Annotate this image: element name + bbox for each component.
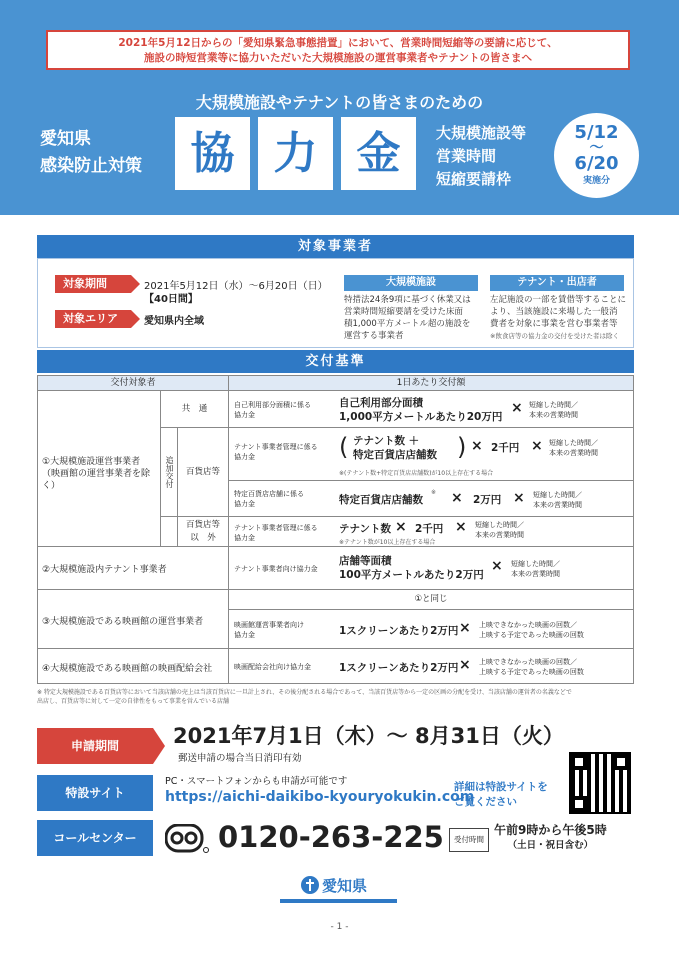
site-detail — [454, 780, 548, 810]
row1-name-1: ①大規模施設運営事業者 — [42, 457, 141, 467]
qr-corner — [613, 754, 629, 770]
qr-corner — [571, 796, 587, 812]
call-hours — [494, 822, 607, 854]
row3-kind-2: 協力金 — [234, 631, 255, 639]
times-sign: × — [531, 438, 543, 454]
hours-ratio-2: 本来の営業時間 — [533, 501, 582, 509]
hours-ratio-2: 本来の営業時間 — [549, 449, 598, 457]
spec-kind-2: 協力金 — [234, 500, 255, 508]
period-days: 【40日間】 — [144, 294, 198, 305]
special-site-label: 特設サイト — [37, 775, 153, 811]
table-footnote — [37, 688, 637, 706]
movie-ratio-2: 上映する予定であった映画の回数 — [479, 631, 584, 639]
dept-formula — [353, 434, 437, 462]
row3-amount: 1スクリーンあたり2万円 — [339, 625, 459, 637]
large-desc-3: 積1,000平方メートル超の施設を — [344, 319, 471, 329]
site-detail-1: 詳細は特設サイトを — [454, 781, 548, 793]
oth-note: ※テナント数が10以上存在する場合 — [339, 539, 436, 546]
standard-section-bar: 交付基準 — [37, 350, 634, 373]
movie-ratio-2: 上映する予定であった映画の回数 — [479, 668, 584, 676]
tenant-desc-1: 左記施設の一部を賃借等することに — [490, 295, 627, 305]
times-sign: × — [471, 438, 483, 454]
aichi-logo — [280, 873, 397, 903]
th-amount: 1日あたり交付額 — [228, 375, 634, 391]
notice-line-1: 2021年5月12日からの「愛知県緊急事態措置」において、営業時間短縮等の要請に応じて、 — [118, 37, 558, 49]
period-from: 5/12 — [574, 122, 619, 143]
self-use-row — [228, 390, 634, 428]
title-char-2: 力 — [258, 117, 333, 190]
area-value: 愛知県内全域 — [144, 316, 204, 327]
call-hours-2: （土日・祝日含む） — [507, 840, 594, 851]
spec-kind-1: 特定百貨店店舗に係る — [234, 490, 304, 498]
aichi-emblem-icon — [300, 875, 320, 895]
tenmgmt-kind-2: 協力金 — [234, 453, 255, 461]
times-sign: × — [451, 490, 463, 506]
scope-text — [436, 122, 526, 191]
hours-ratio-2: 本来の営業時間 — [511, 570, 560, 578]
tsuika-cell: 追加交付 — [160, 427, 178, 517]
row4-name: ④大規模施設である映画館の映画配給会社 — [42, 664, 213, 674]
oth-kind-1: テナント事業者管理に係る — [234, 524, 318, 532]
hours-ratio-1: 短縮した時間／ — [549, 439, 598, 447]
self-kind-1: 自己利用部分面積に係る — [234, 401, 311, 409]
period-tilde: 〜 — [589, 140, 604, 156]
row2-amount-1: 店舗等面積 — [339, 555, 392, 567]
scope-line-2: 営業時間 — [436, 147, 497, 165]
dept-amount: 2千円 — [491, 442, 520, 454]
tenant-desc-2: より、当該施設に来場した一般消 — [490, 307, 618, 317]
row1-name-2: （映画館の運営事業者を除く） — [42, 469, 151, 491]
apply-period-label: 申請期間 — [37, 728, 153, 764]
row2-kind: テナント事業者向け協力金 — [234, 565, 318, 573]
hours-ratio — [475, 520, 524, 540]
hours-ratio-2: 本来の営業時間 — [475, 531, 524, 539]
other-line-1: 百貨店等 — [185, 520, 220, 530]
aichi-logo-text: 愛知県 — [322, 877, 368, 895]
tenmgmt-kind-1: テナント事業者管理に係る — [234, 443, 318, 451]
other-cell — [177, 516, 229, 547]
hours-tag: 受付時間 — [449, 828, 489, 852]
hours-ratio — [533, 490, 582, 510]
area-label: 対象エリア — [55, 310, 131, 328]
footnote-line-1: ※ 特定大規模施設である百貨店等において当該店舗の売上は当該百貨店に一旦計上され、その後分配される場合であって、当該百貨店等から一定の区画の分配を受け、当該店舗の運営者の名義などで — [37, 689, 572, 696]
site-url-link[interactable]: https://aichi-daikibo-kyouryokukin.com — [165, 789, 475, 805]
period-value: 2021年5月12日（水）〜6月20日（日） — [144, 281, 328, 292]
row3-name-cell — [37, 589, 229, 649]
row2-amount — [339, 554, 484, 582]
times-sign: × — [455, 519, 467, 535]
paren-open: ( — [339, 433, 349, 461]
notice-line-2: 施設の時短営業等に協力いただいた大規模施設の運営事業者やテナントの皆さまへ — [144, 52, 532, 64]
hours-ratio-2: 本来の営業時間 — [529, 411, 578, 419]
specific-store-row — [228, 480, 634, 517]
target-section-bar: 対象事業者 — [37, 235, 634, 258]
tenant-desc — [490, 294, 626, 330]
apply-period-value: 2021年7月1日（木）〜 8月31日（火） — [173, 724, 564, 748]
times-sign: × — [511, 400, 523, 416]
hours-ratio-1: 短縮した時間／ — [529, 401, 578, 409]
movie-ratio-1: 上映できなかった映画の回数／ — [479, 621, 577, 629]
tenant-desc-3: 費者を対象に事業を営む事業者等 — [490, 319, 618, 329]
call-hours-1: 午前9時から午後5時 — [494, 823, 607, 837]
hours-ratio-1: 短縮した時間／ — [533, 491, 582, 499]
row2-amount-2: 100平方メートルあたり2万円 — [339, 569, 484, 581]
times-sign: × — [395, 519, 407, 535]
period-note: 実施分 — [582, 176, 610, 186]
row1-name-cell — [37, 390, 161, 547]
movie-ratio — [479, 620, 584, 640]
pref-line-2: 感染防止対策 — [40, 156, 142, 176]
freedial-icon — [165, 824, 209, 854]
subtitle: 大規模施設やテナントの皆さまのための — [195, 93, 484, 112]
dept-tenant-row — [228, 427, 634, 481]
spec-amount-2: 2万円 — [473, 494, 502, 506]
self-kind — [234, 400, 311, 420]
tenant-note: ※飲食店等の協力金の交付を受けた者は除く — [490, 332, 619, 340]
scope-line-3: 短縮要請枠 — [436, 170, 512, 188]
dept-cell: 百貨店等 — [177, 427, 229, 517]
other-line-2: 以 外 — [190, 533, 216, 543]
qr-code[interactable] — [569, 752, 631, 814]
page-number: - 1 - — [330, 922, 349, 932]
row2-name-cell — [37, 546, 229, 590]
freedial-number[interactable]: 0120-263-225 — [218, 820, 444, 854]
row2-name: ②大規模施設内テナント事業者 — [42, 565, 167, 575]
large-desc-2: 営業時間短縮要請を受けた床面 — [344, 307, 464, 317]
row3-name: ③大規模施設である映画館の運営事業者 — [42, 617, 204, 627]
prefecture-title — [40, 126, 142, 180]
site-note: PC・スマートフォンからも申請が可能です — [165, 776, 348, 787]
site-detail-2: ご覧ください — [454, 796, 517, 808]
times-sign: × — [491, 558, 503, 574]
self-amount — [339, 396, 502, 424]
self-amount-2: 1,000平方メートルあたり20万円 — [339, 411, 503, 423]
large-desc-1: 特措法24条9項に基づく休業又は — [344, 295, 471, 305]
th-target: 交付対象者 — [37, 375, 229, 391]
period-to: 6/20 — [574, 153, 619, 174]
row3-kind — [234, 620, 304, 640]
large-desc-4: 運営する事業者 — [344, 331, 404, 341]
oth-amount-1: テナント数 — [339, 523, 391, 535]
row1-name — [42, 456, 160, 492]
spec-kind — [234, 489, 304, 509]
spec-amount-1: 特定百貨店店舗数 — [339, 494, 423, 506]
pref-line-1: 愛知県 — [40, 129, 91, 149]
movie-ratio-1: 上映できなかった映画の回数／ — [479, 658, 577, 666]
period-label: 対象期間 — [55, 275, 131, 293]
title-char-1: 協 — [175, 117, 250, 190]
scope-line-1: 大規模施設等 — [436, 124, 527, 142]
self-amount-1: 自己利用部分面積 — [339, 397, 423, 409]
row4-amount-cell — [228, 648, 634, 684]
spec-asterisk: ※ — [431, 489, 437, 496]
apply-period-note: 郵送申請の場合当日消印有効 — [178, 753, 302, 764]
row3-amount-cell — [228, 609, 634, 649]
row3-kind-1: 映画館運営事業者向け — [234, 621, 304, 629]
tenmgmt-kind — [234, 442, 318, 462]
hours-ratio — [529, 400, 578, 420]
row4-amount: 1スクリーンあたり2万円 — [339, 662, 459, 674]
row4-kind: 映画配給会社向け協力金 — [234, 663, 311, 671]
row4-name-cell — [37, 648, 229, 684]
dept-note: ※(テナント数+特定百貨店店舗数)が10以上存在する場合 — [339, 470, 494, 477]
hours-ratio-1: 短縮した時間／ — [511, 560, 560, 568]
oth-kind-2: 協力金 — [234, 534, 255, 542]
oth-amount-2: 2千円 — [415, 523, 444, 535]
times-sign: × — [513, 490, 525, 506]
other-tenant-row — [228, 516, 634, 547]
title-char-3: 金 — [341, 117, 416, 190]
hours-ratio — [549, 438, 598, 458]
header-band — [0, 0, 679, 215]
qr-corner — [571, 754, 587, 770]
period-badge — [554, 113, 639, 198]
dept-formula-2: 特定百貨店店舗数 — [353, 449, 437, 461]
footnote-line-2: 出店し、百貨店等に対して一定の自律性をもって事業を営んでいる店舗 — [37, 698, 230, 705]
kyotsu-cell: 共 通 — [160, 390, 229, 428]
paren-close: ) — [457, 433, 467, 461]
movie-ratio — [479, 657, 584, 677]
oth-kind — [234, 523, 318, 543]
large-facility-tag: 大規模施設 — [344, 275, 478, 291]
tenant-tag: テナント・出店者 — [490, 275, 624, 291]
call-center-label: コールセンター — [37, 820, 153, 856]
hours-ratio — [511, 559, 560, 579]
hours-ratio-1: 短縮した時間／ — [475, 521, 524, 529]
row3-same-cell: ①と同じ — [228, 589, 634, 610]
self-kind-2: 協力金 — [234, 411, 255, 419]
large-facility-desc — [344, 294, 471, 342]
times-sign: × — [459, 620, 471, 636]
dept-formula-1: テナント数 ＋ — [353, 435, 420, 447]
times-sign: × — [459, 657, 471, 673]
row2-amount-cell — [228, 546, 634, 590]
notice-box — [46, 30, 630, 70]
